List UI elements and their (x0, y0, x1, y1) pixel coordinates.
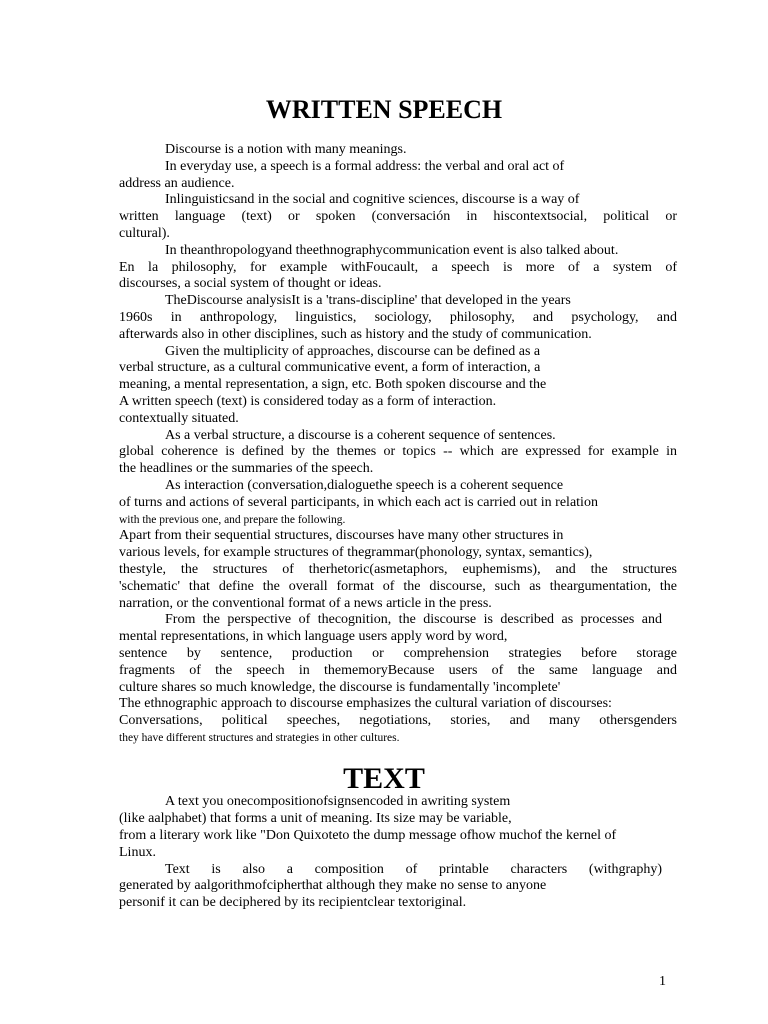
text-line: Text is also a composition of printable characters (withgraphy) (165, 862, 662, 877)
page-title: WRITTEN SPEECH (265, 95, 503, 124)
text-line: Linux. (119, 845, 156, 860)
text-line: Given the multiplicity of approaches, discourse can be defined as a (165, 344, 541, 359)
text-line: sentence by sentence, production or comprehension strategies before storage (119, 646, 677, 661)
text-line: address an audience. (119, 176, 235, 191)
text-line: afterwards also in other disciplines, such as history and the study of communication. (119, 327, 592, 342)
text-line: from a literary work like "Don Quixoteto the dump message ofhow muchof the kernel of (119, 828, 617, 843)
section-title-text: TEXT (343, 762, 425, 795)
text-line: the headlines or the summaries of the speech. (119, 461, 374, 476)
text-line: verbal structure, as a cultural communicative event, a form of interaction, a (119, 360, 541, 375)
text-line: A text you onecompositionofsignsencoded in awriting system (165, 794, 511, 809)
text-line: En la philosophy, for example withFoucault, a speech is more of a system of (119, 260, 677, 275)
text-line: cultural). (119, 226, 170, 241)
text-line: The ethnographic approach to discourse emphasizes the cultural variation of discourses: (119, 696, 612, 711)
text-line: A written speech (text) is considered today as a form of interaction. (119, 394, 497, 409)
text-line: thestyle, the structures of therhetoric(asmetaphors, euphemisms), and the structures (119, 562, 677, 577)
text-line: generated by aalgorithmofcipherthat although they make no sense to anyone (119, 878, 547, 893)
text-line: culture shares so much knowledge, the discourse is fundamentally 'incomplete' (119, 680, 561, 695)
text-line: they have different structures and strategies in other cultures. (119, 732, 400, 744)
text-line: with the previous one, and prepare the following. (119, 514, 346, 526)
text-line: As interaction (conversation,dialoguethe speech is a coherent sequence (165, 478, 564, 493)
text-line: written language (text) or spoken (conversación in hiscontextsocial, political or (119, 209, 677, 224)
text-line: of turns and actions of several participants, in which each act is carried out in relation (119, 495, 598, 510)
text-line: various levels, for example structures of thegrammar(phonology, syntax, semantics), (119, 545, 593, 560)
text-line: In theanthropologyand theethnographycommunication event is also talked about. (165, 243, 619, 258)
text-line: discourses, a social system of thought or ideas. (119, 276, 382, 291)
text-line: In everyday use, a speech is a formal address: the verbal and oral act of (165, 159, 565, 174)
text-line: global coherence is defined by the themes or topics -- which are expressed for example in (119, 444, 677, 459)
text-line: contextually situated. (119, 411, 239, 426)
text-line: mental representations, in which language users apply word by word, (119, 629, 508, 644)
page-number: 1 (659, 974, 666, 989)
text-line: Discourse is a notion with many meanings. (165, 142, 407, 157)
text-line: fragments of the speech in thememoryBecause users of the same language and (119, 663, 677, 678)
text-line: 'schematic' that define the overall format of the discourse, such as theargumentation, the (119, 579, 677, 594)
text-line: As a verbal structure, a discourse is a coherent sequence of sentences. (165, 428, 556, 443)
text-line: Inlinguisticsand in the social and cognitive sciences, discourse is a way of (165, 192, 580, 207)
text-line: narration, or the conventional format of a news article in the press. (119, 596, 492, 611)
text-line: 1960s in anthropology, linguistics, sociology, philosophy, and psychology, and (119, 310, 677, 325)
text-line: meaning, a mental representation, a sign, etc. Both spoken discourse and the (119, 377, 547, 392)
text-line: (like aalphabet) that forms a unit of meaning. Its size may be variable, (119, 811, 512, 826)
text-line: From the perspective of thecognition, the discourse is described as processes and (165, 612, 662, 627)
text-line: personif it can be deciphered by its recipientclear textoriginal. (119, 895, 467, 910)
text-line: TheDiscourse analysisIt is a 'trans-discipline' that developed in the years (165, 293, 571, 308)
text-line: Conversations, political speeches, negotiations, stories, and many othersgenders (119, 713, 677, 728)
text-line: Apart from their sequential structures, discourses have many other structures in (119, 528, 564, 543)
